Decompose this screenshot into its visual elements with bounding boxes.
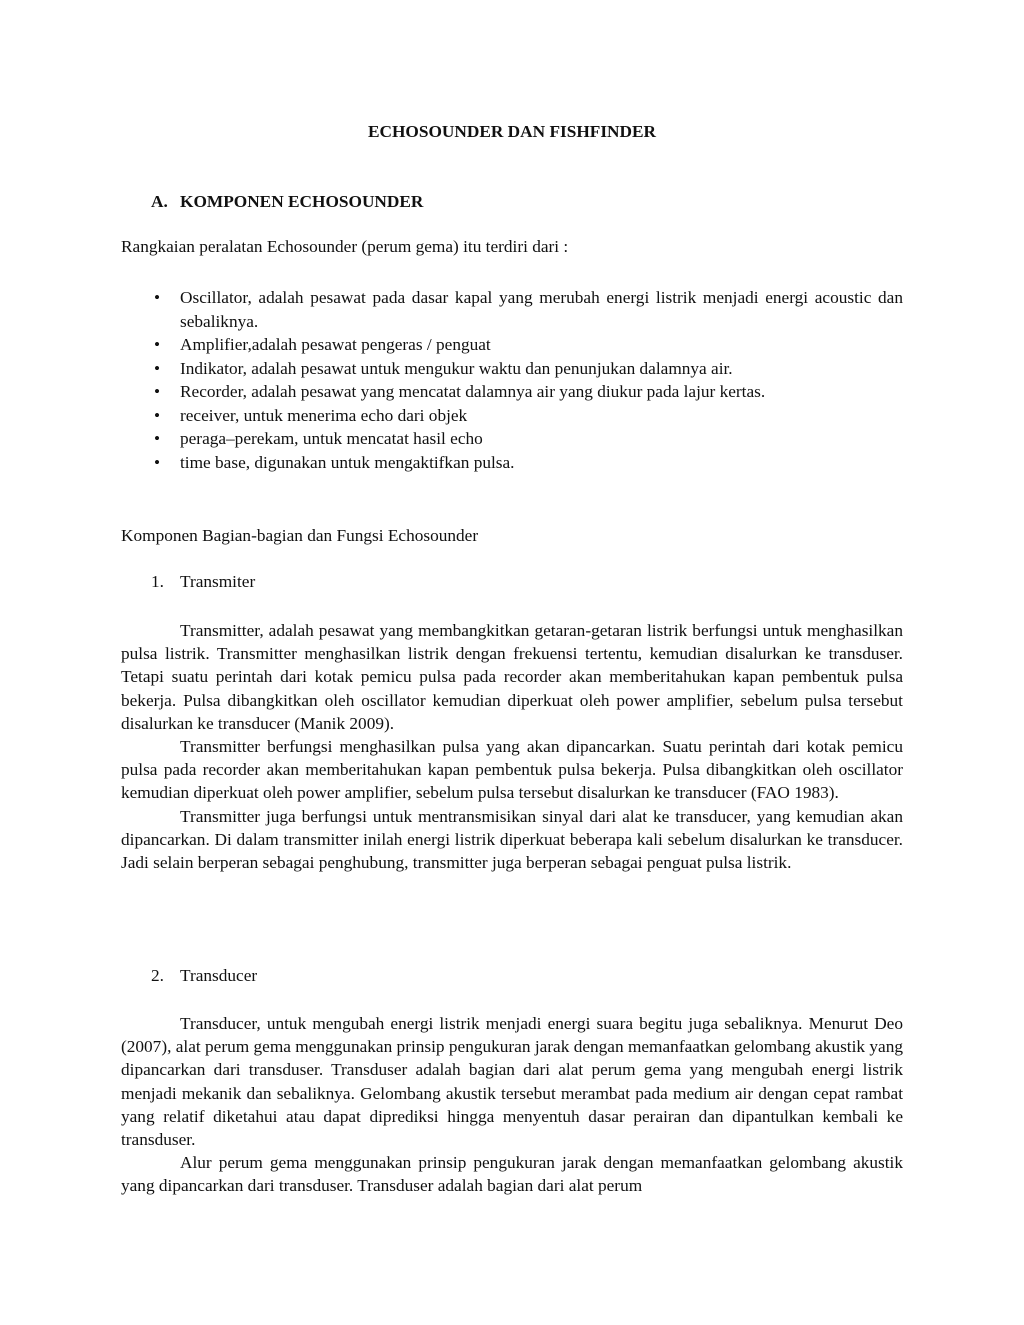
subsection-heading: Komponen Bagian-bagian dan Fungsi Echosounder bbox=[121, 526, 479, 545]
list-item-text: Indikator, adalah pesawat untuk mengukur waktu dan penunjukan dalamnya air. bbox=[180, 358, 733, 378]
list-item bbox=[121, 357, 903, 381]
list-item-text: peraga–perekam, untuk mencatat hasil echo bbox=[180, 429, 483, 448]
bullet-icon: • bbox=[153, 358, 161, 378]
list-item-text: time base, digunakan untuk mengaktifkan pulsa. bbox=[180, 452, 515, 472]
document-title: ECHOSOUNDER DAN FISHFINDER bbox=[367, 122, 657, 141]
list-item-text: Oscillator, adalah pesawat pada dasar kapal yang merubah energi listrik menjadi energi acoustic dan sebaliknya. bbox=[180, 288, 903, 331]
list-item-text: Recorder, adalah pesawat yang mencatat dalamnya air yang diukur pada lajur kertas. bbox=[180, 382, 766, 401]
list-item bbox=[121, 427, 903, 451]
list-item bbox=[121, 404, 903, 428]
paragraph: Transmitter juga berfungsi untuk mentransmisikan sinyal dari alat ke transducer, yang kemudian akan dipancarkan. Di dalam transmitter inilah energi listrik diperkuat beberapa kali sebelum disalurkan ke transducer. Jadi selain berperan sebagai penghubung, transmitter juga berperan sebagai penguat pulsa listrik. bbox=[121, 806, 903, 873]
paragraph: Transducer, untuk mengubah energi listrik menjadi energi suara begitu juga sebaliknya. Menurut Deo (2007), alat perum gema menggunakan prinsip pengukuran jarak dengan memanfaatkan gelombang akustik yang dipancarkan dari transduser. Transduser adalah bagian dari alat perum gema yang mengubah energi listrik menjadi mekanik dan sebaliknya. Gelombang akustik tersebut merambat pada medium air dengan cepat rambat yang relatif diketahui atau dapat diprediksi hingga menyentuh dasar perairan dan dipantulkan kembali ke transduser. bbox=[121, 1014, 903, 1150]
list-item-text: Amplifier,adalah pesawat pengeras / penguat bbox=[180, 335, 491, 354]
section-heading-a bbox=[151, 191, 423, 213]
item-title: Transmiter bbox=[180, 572, 256, 591]
paragraph: Transmitter, adalah pesawat yang membangkitkan getaran-getaran listrik berfungsi untuk menghasilkan pulsa listrik. Transmitter menghasilkan listrik dengan frekuensi tertentu, kemudian disalurkan ke transduser. Tetapi suatu perintah dari kotak pemicu pulsa pada recorder akan memberitahukan kapan pembentuk pulsa bekerja. Pulsa dibangkitkan oleh oscillator kemudian diperkuat oleh power amplifier, sebelum pulsa tersebut disalurkan ke transducer (Manik 2009). bbox=[121, 621, 903, 733]
item-title: Transducer bbox=[180, 966, 258, 985]
section-title: KOMPONEN ECHOSOUNDER bbox=[180, 192, 424, 211]
paragraph: Transmitter berfungsi menghasilkan pulsa yang akan dipancarkan. Suatu perintah dari kotak pemicu pulsa pada recorder akan memberitahukan kapan pembentuk pulsa bekerja. Pulsa dibangkitkan oleh oscillator kemudian diperkuat oleh power amplifier, sebelum pulsa tersebut disalurkan ke transducer (FAO 1983). bbox=[121, 737, 903, 803]
transmiter-body bbox=[121, 619, 903, 874]
numbered-heading-transmiter bbox=[151, 571, 255, 593]
list-item bbox=[121, 286, 903, 333]
bullet-icon: • bbox=[153, 429, 161, 448]
bullet-icon: • bbox=[153, 405, 161, 425]
bullet-icon: • bbox=[153, 382, 161, 401]
item-number: 1. bbox=[151, 572, 164, 591]
list-item-text: receiver, untuk menerima echo dari objek bbox=[180, 405, 468, 425]
section-number: A. bbox=[151, 192, 168, 211]
component-list bbox=[121, 286, 903, 474]
bullet-icon: • bbox=[153, 452, 161, 472]
paragraph: Alur perum gema menggunakan prinsip pengukuran jarak dengan memanfaatkan gelombang akustik yang dipancarkan dari transduser. Transduser adalah bagian dari alat perum bbox=[121, 1153, 903, 1196]
bullet-icon: • bbox=[153, 288, 161, 307]
bullet-icon: • bbox=[153, 335, 161, 354]
list-item bbox=[121, 451, 903, 475]
item-number: 2. bbox=[151, 966, 164, 985]
list-item bbox=[121, 333, 903, 357]
numbered-heading-transducer bbox=[151, 965, 257, 987]
list-item bbox=[121, 380, 903, 404]
transducer-body bbox=[121, 1012, 903, 1198]
intro-text: Rangkaian peralatan Echosounder (perum gema) itu terdiri dari : bbox=[121, 237, 569, 256]
